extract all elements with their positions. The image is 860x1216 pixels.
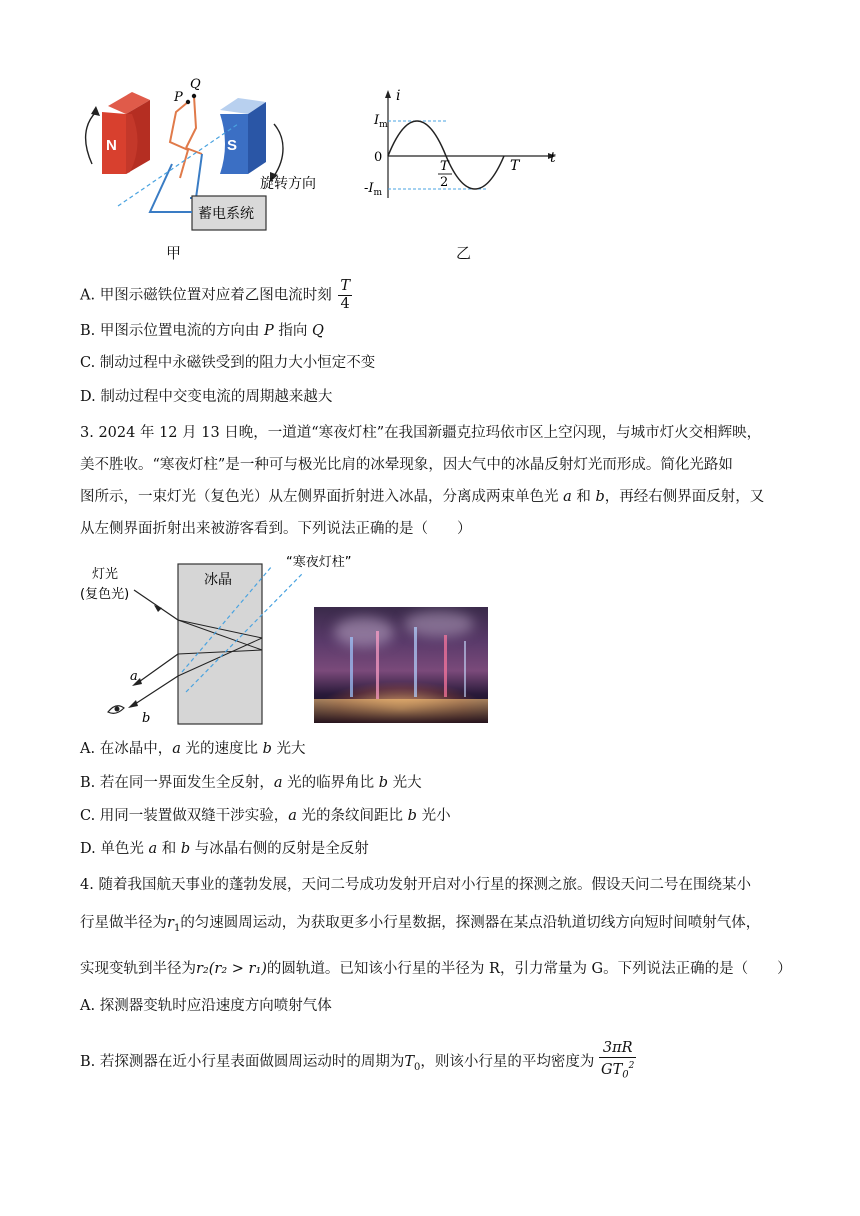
density-fraction: $\frac{3\pi R}{GT_0^2}$ <box>601 1040 635 1081</box>
half-t-num: T <box>440 159 449 174</box>
figure-jia-caption: 甲 <box>166 244 182 262</box>
q4-option-b: B. 若探测器在近小行星表面做圆周运动时的周期为$T_0$，则该小行星的平均密度为 $\frac{3\pi R}{GT_0^2}$ <box>80 1040 636 1084</box>
q2-option-d: D. 制动过程中交变电流的周期越来越大 <box>80 389 333 405</box>
q3-option-b: B. 若在同一界面发生全反射，a 光的临界角比 b 光大 <box>80 775 422 791</box>
neg-im-label: $-I_m$ <box>364 181 383 198</box>
q3-option-a: A. 在冰晶中，a 光的速度比 b 光大 <box>80 741 306 757</box>
ray-b-label: b <box>142 711 151 726</box>
q3-option-c: C. 用同一装置做双缝干涉实验，a 光的条纹间距比 b 光小 <box>80 808 451 824</box>
q4-stem-line-3: 实现变轨到半径为r₂(r₂ > r₁)的圆轨道。已知该小行星的半径为 R，引力常量为 G。下列说法正确的是（ ） <box>80 961 792 977</box>
s-magnet <box>220 98 266 174</box>
q-label: Q <box>190 77 201 92</box>
q4-stem-line-1: 4. 随着我国航天事业的蓬勃发展，天问二号成功发射开启对小行星的探测之旅。假设天问二号在围绕某小 <box>80 877 751 893</box>
q3-stem-line-1: 3. 2024 年 12 月 13 日晚，一道道“寒夜灯柱”在我国新疆克拉玛依市区上空闪现，与城市灯火交相辉映， <box>80 425 762 441</box>
pillar-label: “寒夜灯柱” <box>286 555 352 570</box>
q4-stem-line-2: 行星做半径为$r_1$的匀速圆周运动，为获取更多小行星数据，探测器在某点沿轨道切线方向短时间喷射气体， <box>80 915 761 934</box>
storage-label: 蓄电系统 <box>198 206 254 222</box>
eye-icon <box>108 706 124 714</box>
t-label: T <box>510 158 520 174</box>
rotation-label: 旋转方向 <box>260 176 316 192</box>
axis-t-label: t <box>550 150 556 166</box>
q3-stem-line-3: 图所示，一束灯光（复色光）从左侧界面折射进入冰晶，分离成两束单色光 a 和 b，再经右侧界面反射，又 <box>80 489 765 505</box>
ice-label: 冰晶 <box>204 572 232 588</box>
q2-option-c: C. 制动过程中永磁铁受到的阻力大小恒定不变 <box>80 355 376 371</box>
light-label-1: 灯光 <box>92 567 119 582</box>
n-magnet <box>102 92 150 174</box>
q3-stem-line-2: 美不胜收。“寒夜灯柱”是一种可与极光比肩的冰晕现象，因大气中的冰晶反射灯光而形成。简化光路如 <box>80 457 733 473</box>
q2-option-b: B. 甲图示位置电流的方向由 P 指向 Q <box>80 323 324 339</box>
figure-yi-caption: 乙 <box>456 244 472 262</box>
light-label-2: (复色光) <box>80 587 130 602</box>
q3-stem-line-4: 从左侧界面折射出来被游客看到。下列说法正确的是（ ） <box>80 521 472 537</box>
n-label: N <box>106 137 117 154</box>
q2-option-a: A. 甲图示磁铁位置对应着乙图电流时刻 $\frac{T}{4}$ <box>80 278 350 312</box>
q4-option-a: A. 探测器变轨时应沿速度方向喷射气体 <box>80 998 332 1014</box>
axis-i-label: i <box>396 88 401 104</box>
q3-option-d: D. 单色光 a 和 b 与冰晶右侧的反射是全反射 <box>80 841 369 857</box>
half-t-den: 2 <box>440 175 449 190</box>
im-label: $I_m$ <box>374 113 388 130</box>
s-label: S <box>227 137 238 154</box>
zero-label: 0 <box>374 150 383 165</box>
ray-a-label: a <box>130 669 138 684</box>
q2-option-a-fraction: $\frac{T}{4}$ <box>340 278 350 312</box>
figure-yi-current-graph <box>360 86 560 206</box>
figure-jia-generator <box>70 72 330 242</box>
p-label: P <box>174 90 183 105</box>
light-pillar-photo <box>314 607 488 723</box>
